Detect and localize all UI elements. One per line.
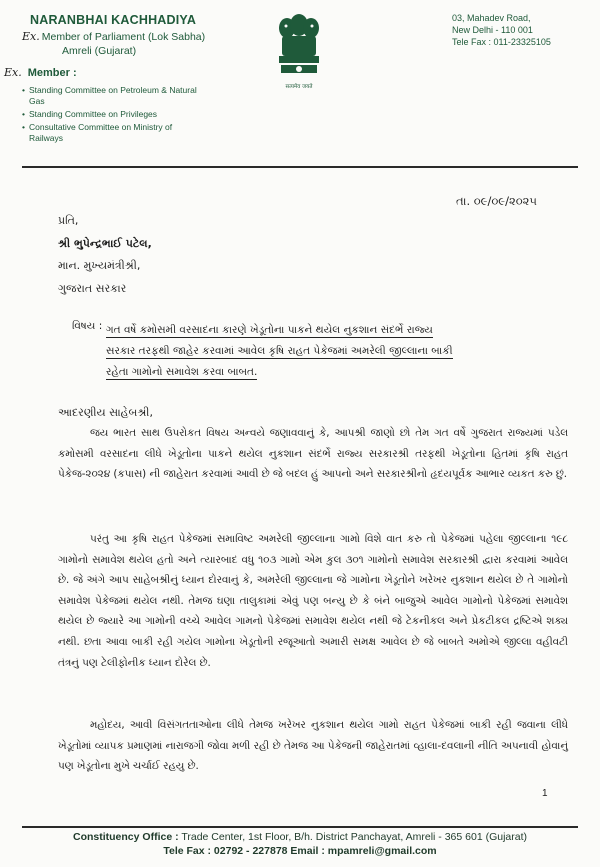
mp-position: Ex. Member of Parliament (Lok Sabha) [22, 30, 206, 43]
committee-item: • Consultative Committee on Ministry of Railways [22, 122, 202, 144]
paragraph: પરંતુ આ કૃષિ રાહત પેકેજમાં સમાવિષ્ટ અમરેલી જીલ્લાના ગામો વિશે વાત કરુ તો પેકેજમાં પહેલા જીલ્લાના ૧૯૮ ગામોનો સમાવેશ થયેલ હતો અને ત્યારબાદ વધુ ૧૦૩ ગામો એમ કુલ ૩૦૧ ગામોનો સમાવેશ સરકારશ્રી દ્વારા કરવામાં આવેલ છે. જે અંગે આપ સાહેબશ્રીનું ધ્યાન દોરવાનું કે, અમરેલી જીલ્લાના જે ગામોના ખેડૂતોને ખરેખર નુકશાન થયેલ છે તે ગામોનો સમાવેશ પેકેજમાં થયેલ નથી. તેમજ ઘણા તાલુકામાં એવું પણ બન્યુ છે કે બંને બાજુએ આવેલ ગામોનો પેકેજમાં સમાવેશ થયેલ છે જ્યારે આ ગામોની વચ્ચે આવેલ ગામનો પેકેજમાં સમાવેશ થયેલ નથી જે ટેકનીકલ અને પ્રેકટીકલ દ્રષ્ટિએ શક્ય નથી. છતા આવા બાકી રહી ગયેલ ગામોના ખેડૂતોની રજૂઆતો અમારી સમક્ષ આવેલ છે જે બાબતે અમોએ જીલ્લા વહીવટી તંત્રનું પણ ટેલીફોનીક ધ્યાન દોરેલ છે. [58, 533, 568, 669]
committee-item: • Standing Committee on Privileges [22, 109, 202, 120]
page-number: 1 [542, 788, 548, 799]
emblem-motto: सत्यमेव जयते [285, 84, 313, 90]
ex-mark: Ex. [22, 30, 40, 43]
delhi-address: 03, Mahadev Road, New Delhi - 110 001 Tele Fax : 011-23325105 [452, 13, 551, 47]
committee-list [22, 85, 202, 146]
paragraph: જય ભારત સાથ ઉપરોકત વિષય અન્વયે જણાવવાનું કે, આપશ્રી જાણો છો તેમ ગત વર્ષે ગુજરાત રાજ્યમાં પડેલ કમોસમી વરસાદના લીધે ખેડૂતોના પાકને થયેલ નુકશાન સંદર્ભે રાજ્ય સરકારશ્રી તરફથી ખેડૂતોના હિતમાં કૃષિ રાહત પેકેજ-૨૦૨૪ (કપાસ) ની જાહેરાત કરવામાં આવી છે જે બદલ હું આપનો અને સરકારશ્રીનો હૃદયપૂર્વક આભાર વ્યકત કરુ છું. [58, 427, 568, 481]
paragraph: મહોદય, આવી વિસંગતતાઓના લીધે તેમજ ખરેખર નુકશાન થયેલ ગામો રાહત પેકેજમાં બાકી રહી જવાના લીધે ખેડૂતોમાં વ્યાપક પ્રમાણમાં નારાજગી જોવા મળી રહી છે તેમજ આ પેકેજની જાહેરાતમાં વ્હાલા-દવલાની નીતિ અપનાવી હોવાનું પણ ખેડૂતોના મુખે ચર્ચાઈ રહયુ છે. [58, 719, 568, 773]
letter-date: તા. ૦૯/૦૯/૨૦૨૫ [456, 194, 537, 208]
member-heading: Ex. Member : [4, 66, 77, 79]
mp-constituency: Amreli (Gujarat) [62, 45, 137, 57]
salutation: આદરણીય સાહેબશ્રી, [58, 406, 153, 419]
constituency-office: Constituency Office : Trade Center, 1st Floor, B/h. District Panchayat, Amreli - 365 601 (Gujarat) Tele Fax : 02792 - 227878 Email : mpamreli@gmail.com [72, 831, 528, 857]
recipient-block: પ્રતિ, શ્રી ભુપેન્દ્રભાઈ પટેલ, માન. મુખ્યમંત્રીશ્રી, ગુજરાત સરકાર [58, 214, 152, 295]
header-divider [22, 166, 578, 168]
subject-label: વિષય : [72, 320, 103, 332]
committee-item: • Standing Committee on Petroleum & Natural Gas [22, 85, 202, 107]
mp-name: NARANBHAI KACHHADIYA [30, 13, 197, 27]
footer-divider [22, 826, 578, 828]
subject-text: ગત વર્ષે કમોસમી વરસાદના કારણે ખેડૂતોના પાકને થયેલ નુકશાન સંદર્ભે રાજ્ય સરકાર તરફથી જાહેર કરવામાં આવેલ કૃષિ રાહત પેકેજમાં અમરેલી જીલ્લાના બાકી રહેતા ગામોનો સમાવેશ કરવા બાબત. [106, 324, 453, 378]
